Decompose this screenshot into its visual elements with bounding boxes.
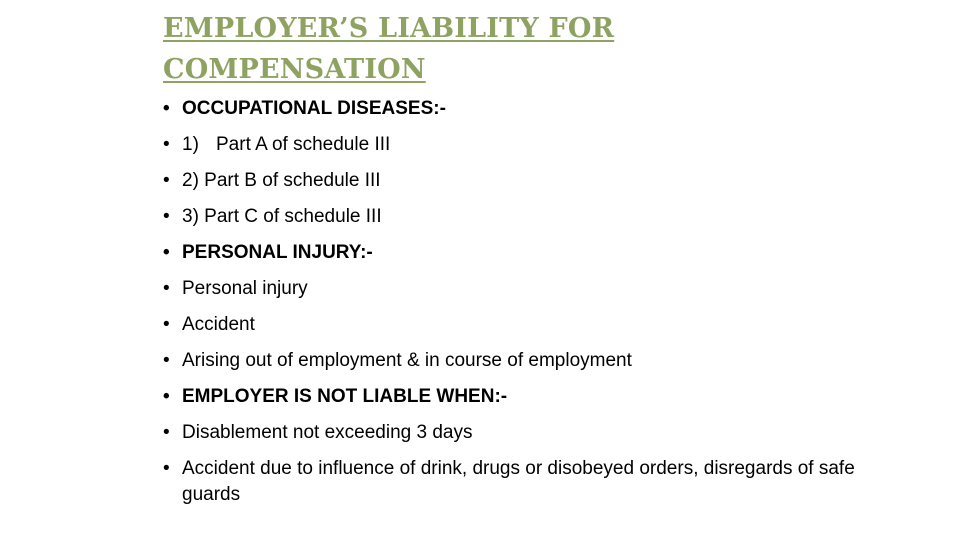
bullet-arising-out-of-employment: • Arising out of employment & in course of employment — [163, 348, 883, 374]
bullet-part-b: • 2) Part B of schedule III — [163, 168, 883, 194]
bullet-part-a-number: 1) — [182, 134, 199, 155]
bullet-accident: • Accident — [163, 312, 883, 338]
bullet-part-a — [163, 132, 883, 158]
bullet-disablement: • Disablement not exceeding 3 days — [163, 420, 883, 446]
bullet-part-c: • 3) Part C of schedule III — [163, 204, 883, 230]
bullet-not-liable-heading: • EMPLOYER IS NOT LIABLE WHEN:- — [163, 384, 883, 410]
bullet-occupational-diseases: • OCCUPATIONAL DISEASES:- — [163, 96, 883, 122]
title-line-1: EMPLOYER’S LIABILITY FOR — [163, 13, 615, 44]
title-line-2: COMPENSATION — [163, 54, 426, 85]
slide-title — [163, 8, 723, 90]
bullet-list — [163, 96, 883, 518]
bullet-accident-due-to-influence: • Accident due to influence of drink, drugs or disobeyed orders, disregards of safe guards — [163, 456, 883, 508]
bullet-personal-injury-heading: • PERSONAL INJURY:- — [163, 240, 883, 266]
bullet-part-a-text: Part A of schedule III — [216, 134, 391, 155]
bullet-personal-injury: • Personal injury — [163, 276, 883, 302]
